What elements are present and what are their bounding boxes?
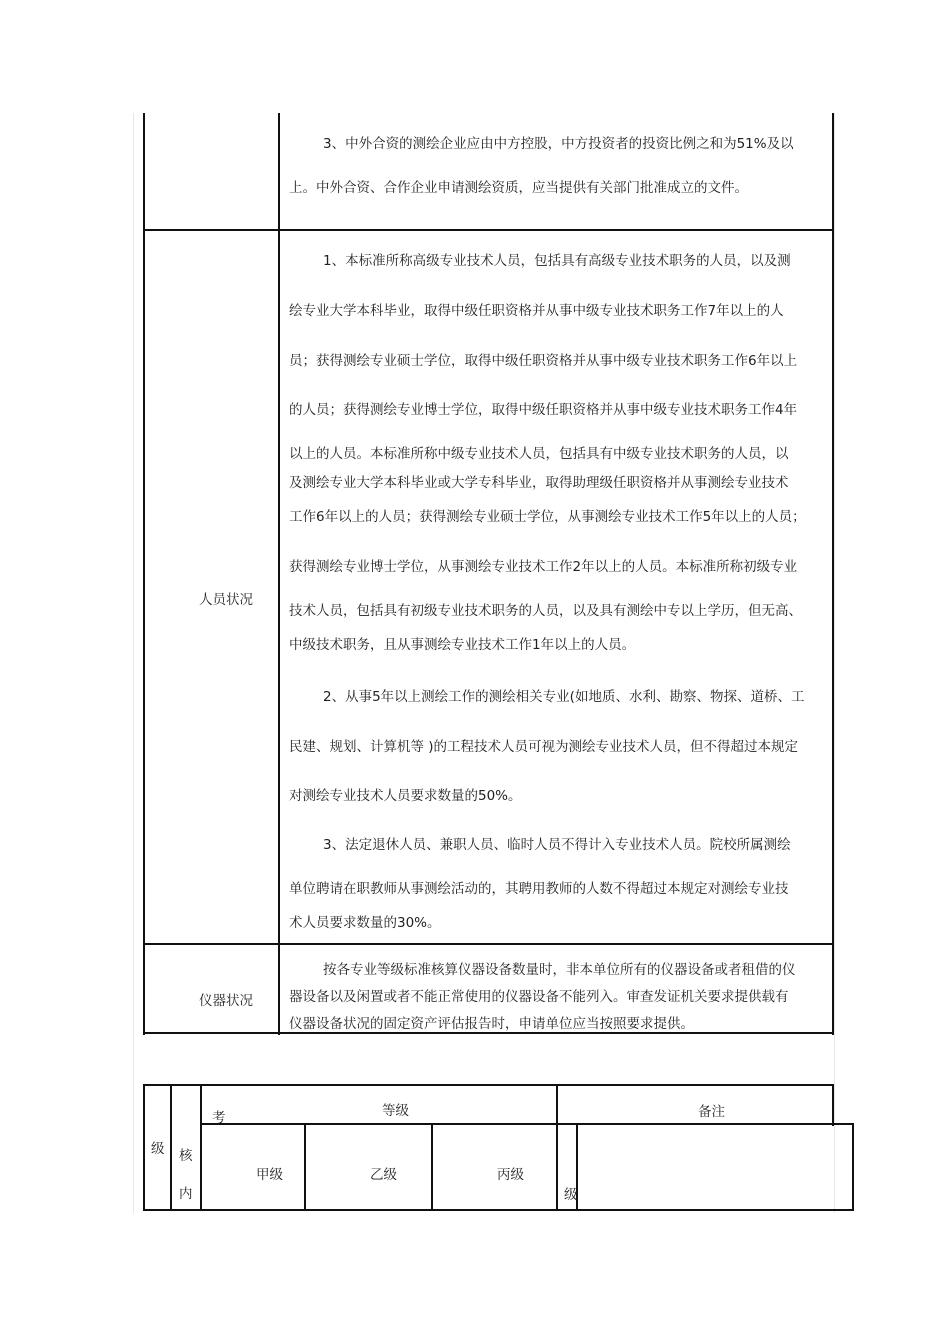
instruments-label: 仪器状况: [199, 993, 253, 1009]
table-border-right: [832, 113, 834, 1035]
column-divider: [556, 1084, 558, 1126]
paragraph-line: 按各专业等级标准核算仪器设备数量时，非本单位所有的仪器设备或者租借的仪: [323, 962, 796, 978]
paragraph-line: 技术人员，包括具有初级专业技术职务的人员，以及具有测绘中专以上学历，但无高、: [289, 603, 802, 619]
paragraph-line: 及测绘专业大学本科毕业或大学专科毕业，取得助理级任职资格并从事测绘专业技术: [289, 475, 789, 491]
grade-a: 甲级: [256, 1167, 283, 1183]
paragraph-line: 的人员；获得测绘专业博士学位，取得中级任职资格并从事中级专业技术职务工作4年: [289, 402, 798, 418]
column-divider: [200, 1084, 202, 1211]
row-divider: [143, 229, 834, 231]
row-divider: [556, 1123, 854, 1125]
table-border-left: [143, 1084, 145, 1211]
header-grade: 等级: [382, 1103, 409, 1119]
paragraph-line: 中级技术职务，且从事测绘专业技术工作1年以上的人员。: [289, 637, 636, 653]
paragraph-line: 器设备以及闲置或者不能正常使用的仪器设备不能列入。审查发证机关要求提供载有: [289, 989, 789, 1005]
grade-b: 乙级: [370, 1167, 397, 1183]
paragraph-line: 上。中外合资、合作企业申请测绘资质，应当提供有关部门批准成立的文件。: [289, 180, 748, 196]
personnel-label: 人员状况: [199, 592, 253, 608]
table-border-bottom: [143, 1209, 854, 1211]
paragraph-line: 2、从事5年以上测绘工作的测绘相关专业(如地质、水利、勘察、物探、道桥、工: [323, 689, 805, 705]
paragraph-line: 绘专业大学本科毕业，取得中级任职资格并从事中级专业技术职务工作7年以上的人: [289, 303, 784, 319]
column-divider: [304, 1123, 306, 1211]
header-note: 备注: [698, 1104, 725, 1120]
cell-he: 核: [179, 1148, 193, 1164]
column-divider: [170, 1084, 172, 1211]
paragraph-line: 对测绘专业技术人员要求数量的50%。: [289, 788, 522, 804]
paragraph-line: 以上的人员。本标准所称中级专业技术人员，包括具有中级专业技术职务的人员，以: [289, 446, 789, 462]
paragraph-line: 民建、规划、计算机等 )的工程技术人员可视为测绘专业技术人员，但不得超过本规定: [289, 739, 799, 755]
paragraph-line: 3、中外合资的测绘企业应由中方控股，中方投资者的投资比例之和为51%及以: [323, 136, 794, 152]
paragraph-line: 3、法定退休人员、兼职人员、临时人员不得计入专业技术人员。院校所属测绘: [323, 837, 791, 853]
page-frame: [133, 113, 835, 1213]
grade-c: 丙级: [497, 1167, 524, 1183]
column-divider: [431, 1123, 433, 1211]
paragraph-line: 工作6年以上的人员；获得测绘专业硕士学位，从事测绘专业技术工作5年以上的人员；: [289, 509, 806, 525]
cell-ji: 级: [151, 1141, 165, 1157]
cell-kao: 考: [212, 1110, 226, 1126]
cell-ji-2: 级: [564, 1187, 578, 1203]
paragraph-line: 术人员要求数量的30%。: [289, 915, 441, 931]
paragraph-line: 仪器设备状况的固定资产评估报告时，申请单位应当按照要求提供。: [289, 1016, 694, 1032]
table-border-top: [143, 1084, 834, 1086]
table-border-left: [143, 113, 145, 1035]
paragraph-line: 员；获得测绘专业硕士学位，取得中级任职资格并从事中级专业技术职务工作6年以上: [289, 353, 798, 369]
row-divider: [200, 1123, 556, 1125]
column-divider: [556, 1123, 558, 1211]
paragraph-line: 1、本标准所称高级专业技术人员，包括具有高级专业技术职务的人员，以及测: [323, 253, 791, 269]
paragraph-line: 单位聘请在职教师从事测绘活动的，其聘用教师的人数不得超过本规定对测绘专业技: [289, 881, 789, 897]
table-column-divider: [278, 113, 280, 1035]
table-border-right: [832, 1084, 834, 1126]
row-divider: [143, 943, 834, 945]
paragraph-line: 获得测绘专业博士学位，从事测绘专业技术工作2年以上的人员。本标准所称初级专业: [289, 559, 798, 575]
table-border-right: [852, 1123, 854, 1211]
cell-nei: 内: [179, 1186, 193, 1202]
